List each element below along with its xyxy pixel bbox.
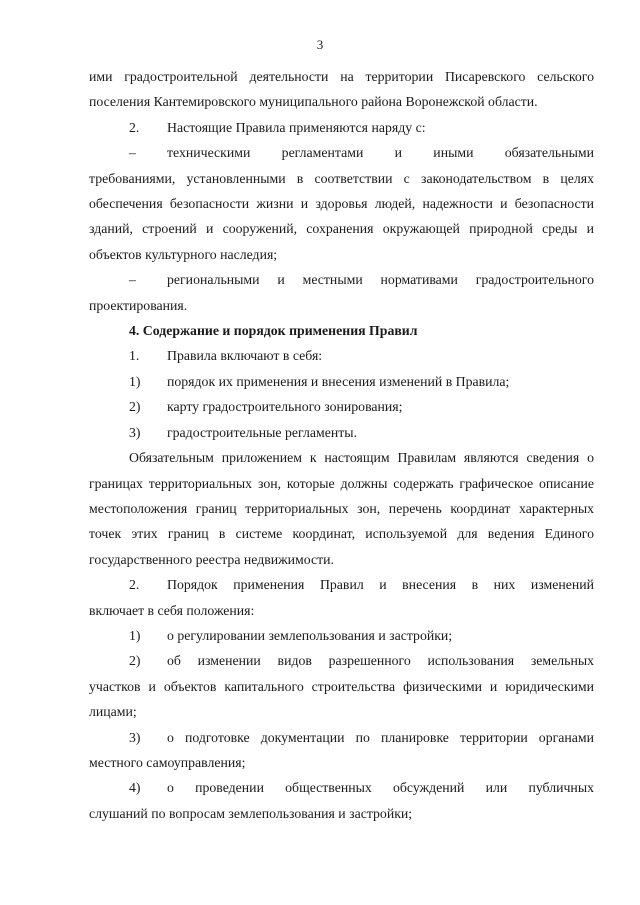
list-item	[89, 648, 594, 673]
item-text-first-line: региональными и местными нормативами градостроительного	[167, 272, 594, 288]
item-number: 2.	[129, 577, 140, 593]
dash-item	[89, 140, 594, 165]
item-text-first-line: техническими регламентами и иными обязательными	[167, 145, 594, 161]
item-text: о регулировании землепользования и застройки;	[167, 627, 453, 643]
document-body	[89, 64, 594, 826]
dash-marker: –	[129, 145, 136, 161]
item-number: 1)	[129, 627, 141, 643]
item-text: Настоящие Правила применяются наряду с:	[167, 119, 426, 135]
numbered-paragraph	[89, 343, 594, 368]
item-number: 2.	[129, 119, 140, 135]
list-item	[89, 420, 594, 445]
item-text-first-line: о подготовке документации по планировке территории органами	[167, 729, 594, 745]
list-item	[89, 775, 594, 800]
item-text-continued: участков и объектов капитального строительства физическими и юридическими лицами;	[89, 678, 594, 720]
page-number: 3	[316, 37, 324, 52]
item-text-continued: включает в себя положения:	[89, 602, 255, 618]
item-number: 3)	[129, 424, 141, 440]
paragraph: ими градостроительной деятельности на территории Писаревского сельского поселения Кантемировского муниципального района Воронежской области.	[89, 69, 594, 110]
item-number: 1.	[129, 348, 140, 364]
list-item	[89, 623, 594, 648]
item-text-continued: местного самоуправления;	[89, 754, 246, 770]
item-text: порядок их применения и внесения изменений в Правила;	[167, 373, 510, 389]
item-number: 2)	[129, 653, 141, 669]
item-text-continued: требованиями, установленными в соответствии с законодательством в целях обеспечения безопасности жизни и здоровья людей, надежности и безопасности зданий, строений и сооружений, сохранения окружающей природной среды и объектов культурного наследия;	[89, 170, 594, 262]
item-number: 4)	[129, 780, 141, 796]
item-number: 2)	[129, 399, 141, 415]
item-number: 3)	[129, 729, 141, 745]
item-text-continued: слушаний по вопросам землепользования и застройки;	[89, 805, 413, 821]
dash-marker: –	[129, 272, 136, 288]
paragraph: Обязательным приложением к настоящим Правилам являются сведения о границах территориальных зон, которые должны содержать графическое описание местоположения границ территориальных зон, перечень координат характерных точек этих границ в системе координат, используемой для ведения Единого государственного реестра недвижимости.	[89, 450, 594, 567]
list-item	[89, 394, 594, 419]
numbered-paragraph	[89, 572, 594, 597]
section-heading: 4. Содержание и порядок применения Правил	[129, 323, 418, 339]
item-text: карту градостроительного зонирования;	[167, 399, 403, 415]
item-text-first-line: об изменении видов разрешенного использования земельных	[167, 653, 594, 669]
item-number: 1)	[129, 373, 141, 389]
item-text: градостроительные регламенты.	[167, 424, 357, 440]
dash-item	[89, 267, 594, 292]
item-text-continued: проектирования.	[89, 297, 188, 313]
item-text: Правила включают в себя:	[167, 348, 323, 364]
numbered-paragraph	[89, 115, 594, 140]
list-item	[89, 725, 594, 750]
item-text-first-line: Порядок применения Правил и внесения в них изменений	[167, 577, 594, 593]
list-item	[89, 369, 594, 394]
item-text-first-line: о проведении общественных обсуждений или публичных	[167, 780, 594, 796]
